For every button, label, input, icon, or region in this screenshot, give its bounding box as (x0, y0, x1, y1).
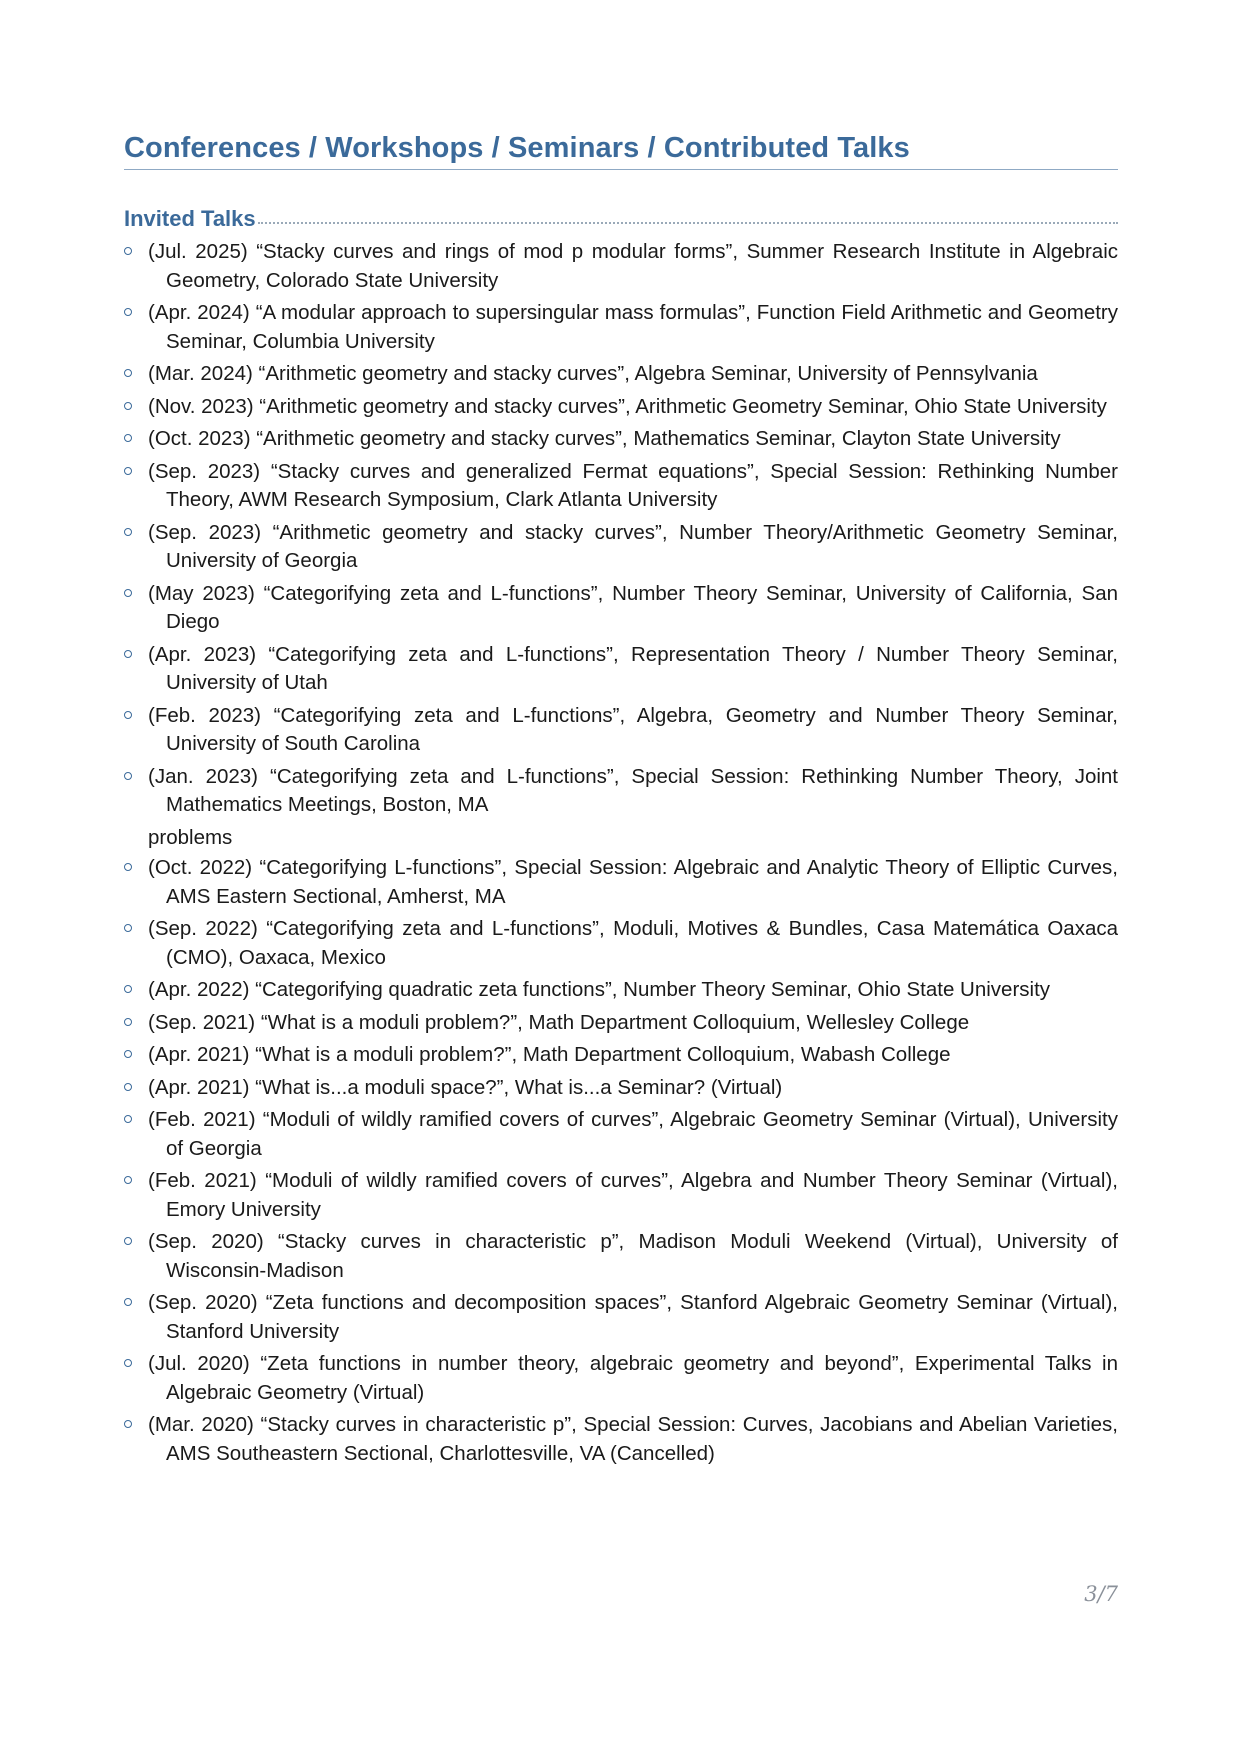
talk-text: (Apr. 2024) “A modular approach to supersingular mass formulas”, Function Field Arithmetic and Geometry Seminar, Columbia University (148, 301, 1118, 353)
talk-text: (Apr. 2021) “What is...a moduli space?”, What is...a Seminar? (Virtual) (148, 1075, 783, 1099)
circle-bullet-icon (124, 1359, 132, 1367)
talk-text: (Sep. 2023) “Arithmetic geometry and stacky curves”, Number Theory/Arithmetic Geometry Seminar, University of Georgia (148, 520, 1118, 572)
talk-item (124, 393, 1118, 422)
talk-text: (Sep. 2020) “Zeta functions and decomposition spaces”, Stanford Algebraic Geometry Seminar (Virtual), Stanford University (148, 1291, 1118, 1343)
talk-text: (Feb. 2023) “Categorifying zeta and L-functions”, Algebra, Geometry and Number Theory Seminar, University of South Carolina (148, 703, 1118, 755)
circle-bullet-icon (124, 863, 132, 871)
circle-bullet-icon (124, 924, 132, 932)
circle-bullet-icon (124, 711, 132, 719)
talk-item (124, 763, 1118, 820)
talk-text: (Apr. 2022) “Categorifying quadratic zeta functions”, Number Theory Seminar, Ohio State University (148, 978, 1051, 1001)
talk-item (124, 458, 1118, 515)
circle-bullet-icon (124, 1176, 132, 1184)
circle-bullet-icon (124, 434, 132, 442)
talk-text: (Oct. 2023) “Arithmetic geometry and stacky curves”, Mathematics Seminar, Clayton State University (148, 427, 1061, 450)
talk-item (124, 1289, 1118, 1346)
section-title: Conferences / Workshops / Seminars / Contributed Talks (124, 132, 1118, 170)
circle-bullet-icon (124, 589, 132, 597)
talk-text: (Sep. 2021) “What is a moduli problem?”, Math Department Colloquium, Wellesley College (148, 1010, 970, 1034)
circle-bullet-icon (124, 1018, 132, 1026)
talk-item (124, 580, 1118, 637)
talk-item (124, 915, 1118, 972)
talk-text: (Apr. 2023) “Categorifying zeta and L-functions”, Representation Theory / Number Theory Seminar, University of Utah (148, 642, 1118, 694)
circle-bullet-icon (124, 1420, 132, 1428)
cv-page (124, 132, 1118, 1472)
talk-item (124, 360, 1118, 389)
talk-text: (Mar. 2020) “Stacky curves in characteristic p”, Special Session: Curves, Jacobians and Abelian Varieties, AMS Southeastern Sectional, Charlottesville, VA (Cancelled) (148, 1413, 1118, 1465)
talk-item (124, 1350, 1118, 1407)
talk-item (124, 519, 1118, 576)
talk-text: (Mar. 2024) “Arithmetic geometry and stacky curves”, Algebra Seminar, University of Pennsylvania (148, 362, 1038, 385)
subsection-header (124, 206, 1118, 232)
talk-item (124, 702, 1118, 759)
talk-text: (Oct. 2022) “Categorifying L-functions”, Special Session: Algebraic and Analytic Theory of Elliptic Curves, AMS Eastern Sectional, Amherst, MA (148, 856, 1118, 908)
talk-text: (Feb. 2021) “Moduli of wildly ramified covers of curves”, Algebraic Geometry Seminar (Virtual), University of Georgia (148, 1108, 1118, 1160)
talk-text: (Nov. 2023) “Arithmetic geometry and stacky curves”, Arithmetic Geometry Seminar, Ohio State University (148, 394, 1107, 418)
circle-bullet-icon (124, 1298, 132, 1306)
circle-bullet-icon (124, 308, 132, 316)
talk-text: (Jul. 2025) “Stacky curves and rings of mod p modular forms”, Summer Research Institute in Algebraic Geometry, Colorado State University (148, 240, 1118, 292)
talk-text: (Jul. 2020) “Zeta functions in number theory, algebraic geometry and beyond”, Experimental Talks in Algebraic Geometry (Virtual) (148, 1352, 1118, 1404)
talk-item (124, 1009, 1118, 1038)
talk-item (124, 976, 1118, 1005)
talk-item (124, 299, 1118, 356)
circle-bullet-icon (124, 402, 132, 410)
talk-text: (May 2023) “Categorifying zeta and L-functions”, Number Theory Seminar, University of California, San Diego (148, 581, 1118, 633)
circle-bullet-icon (124, 369, 132, 377)
stray-text: problems (148, 825, 233, 849)
talk-text: (Feb. 2021) “Moduli of wildly ramified covers of curves”, Algebra and Number Theory Seminar (Virtual), Emory University (148, 1169, 1118, 1221)
talk-item (124, 641, 1118, 698)
circle-bullet-icon (124, 650, 132, 658)
talk-item (124, 1228, 1118, 1285)
talk-text: (Sep. 2020) “Stacky curves in characteristic p”, Madison Moduli Weekend (Virtual), University of Wisconsin-Madison (148, 1230, 1118, 1282)
talk-list (124, 854, 1118, 1468)
circle-bullet-icon (124, 1050, 132, 1058)
talk-item (124, 1411, 1118, 1468)
talk-item (124, 1041, 1118, 1070)
talk-item (124, 425, 1118, 454)
circle-bullet-icon (124, 247, 132, 255)
circle-bullet-icon (124, 1083, 132, 1091)
talk-item (124, 1167, 1118, 1224)
talk-list (124, 238, 1118, 820)
talk-text: (Jan. 2023) “Categorifying zeta and L-functions”, Special Session: Rethinking Number Theory, Joint Mathematics Meetings, Boston, MA (148, 764, 1118, 816)
talk-item (124, 238, 1118, 295)
circle-bullet-icon (124, 772, 132, 780)
talk-item (124, 1074, 1118, 1103)
talk-item (124, 854, 1118, 911)
talk-text: (Sep. 2022) “Categorifying zeta and L-functions”, Moduli, Motives & Bundles, Casa Matemática Oaxaca (CMO), Oaxaca, Mexico (148, 917, 1118, 969)
circle-bullet-icon (124, 1237, 132, 1245)
page-number: 3/7 (1084, 1582, 1118, 1606)
circle-bullet-icon (124, 528, 132, 536)
talk-item (124, 1106, 1118, 1163)
circle-bullet-icon (124, 985, 132, 993)
circle-bullet-icon (124, 1115, 132, 1123)
talk-text: (Sep. 2023) “Stacky curves and generalized Fermat equations”, Special Session: Rethinking Number Theory, AWM Research Symposium, Clark Atlanta University (148, 459, 1118, 511)
subsection-title: Invited Talks (124, 206, 256, 231)
talk-text: (Apr. 2021) “What is a moduli problem?”, Math Department Colloquium, Wabash College (148, 1043, 951, 1066)
circle-bullet-icon (124, 467, 132, 475)
dotted-leader (258, 222, 1118, 224)
